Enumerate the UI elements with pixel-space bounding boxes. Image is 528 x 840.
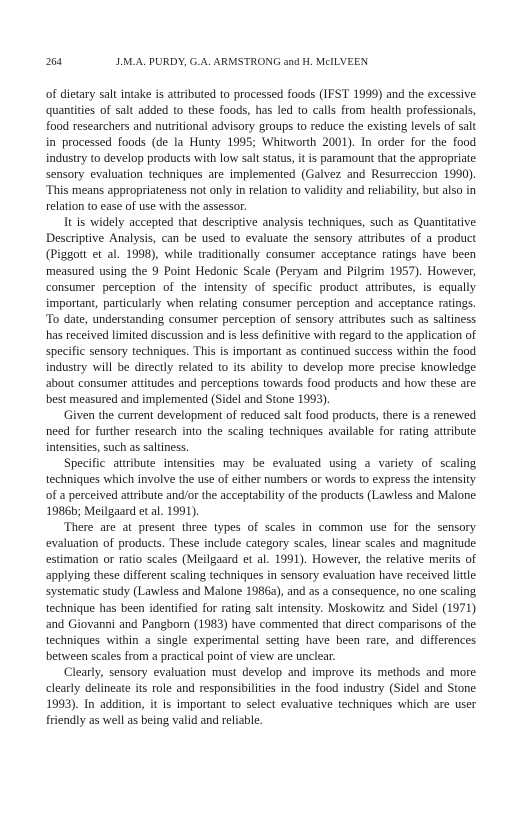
body-text [46,86,476,728]
paragraph-2: It is widely accepted that descriptive analysis techniques, such as Quantitative Descriptive Analysis, can be used to evaluate the sensory attributes of a product (Piggott et al. 1998), while traditionally consumer acceptance ratings have been measured using the 9 Point Hedonic Scale (Peryam and Pilgrim 1957). However, consumer perception of the intensity of specific product attributes, is equally important, particularly when relating consumer perception and acceptance ratings. To date, understanding consumer perception of sensory attributes such as saltiness has received limited discussion and is less definitive with regard to the application of specific sensory techniques. This is important as continued success within the food industry will be directly related to its ability to develop more precise knowledge about consumer attitudes and perceptions towards food products and how these are best measured and implemented (Sidel and Stone 1993). [46,215,476,406]
paragraph-5: There are at present three types of scales in common use for the sensory evaluation of products. These include category scales, linear scales and magnitude estimation or ratio scales (Meilgaard et al. 1991). However, the relative merits of applying these different scaling techniques in sensory evaluation have received little systematic study (Lawless and Malone 1986a), and as a consequence, no one scaling technique has been identified for rating salt intensity. Moskowitz and Sidel (1971) and Giovanni and Pangborn (1983) have commented that direct comparisons of the techniques within a single experimental setting have been rare, and differences between scales from a practical point of view are unclear. [46,520,476,663]
paragraph-3: Given the current development of reduced salt food products, there is a renewed need for further research into the scaling techniques available for rating attribute intensities, such as saltiness. [46,407,476,455]
running-head: J.M.A. PURDY, G.A. ARMSTRONG and H. McILVEEN [116,57,369,68]
page-header [46,56,482,70]
paragraph-4: Specific attribute intensities may be evaluated using a variety of scaling techniques which involve the use of either numbers or words to express the intensity of a perceived attribute and/or the acceptability of the products (Lawless and Malone 1986b; Meilgaard et al. 1991). [46,456,476,519]
paragraph-6: Clearly, sensory evaluation must develop and improve its methods and more clearly delineate its role and responsibilities in the food industry (Sidel and Stone 1993). In addition, it is important to select evaluative techniques which are user friendly as well as being valid and reliable. [46,664,476,727]
page-number: 264 [46,57,62,68]
paragraph-1: of dietary salt intake is attributed to processed foods (IFST 1999) and the excessive quantities of salt added to these foods, has led to calls from health professionals, food researchers and nutritional advisory groups to reduce the existing levels of salt in processed foods (de la Hunty 1995; Whitworth 2001). In order for the food industry to develop products with low salt status, it is paramount that the appropriate sensory evaluation techniques are implemented (Galvez and Resurreccion 1990). This means appropriateness not only in relation to validity and reliability, but also in relation to ease of use with the assessor. [46,87,476,214]
